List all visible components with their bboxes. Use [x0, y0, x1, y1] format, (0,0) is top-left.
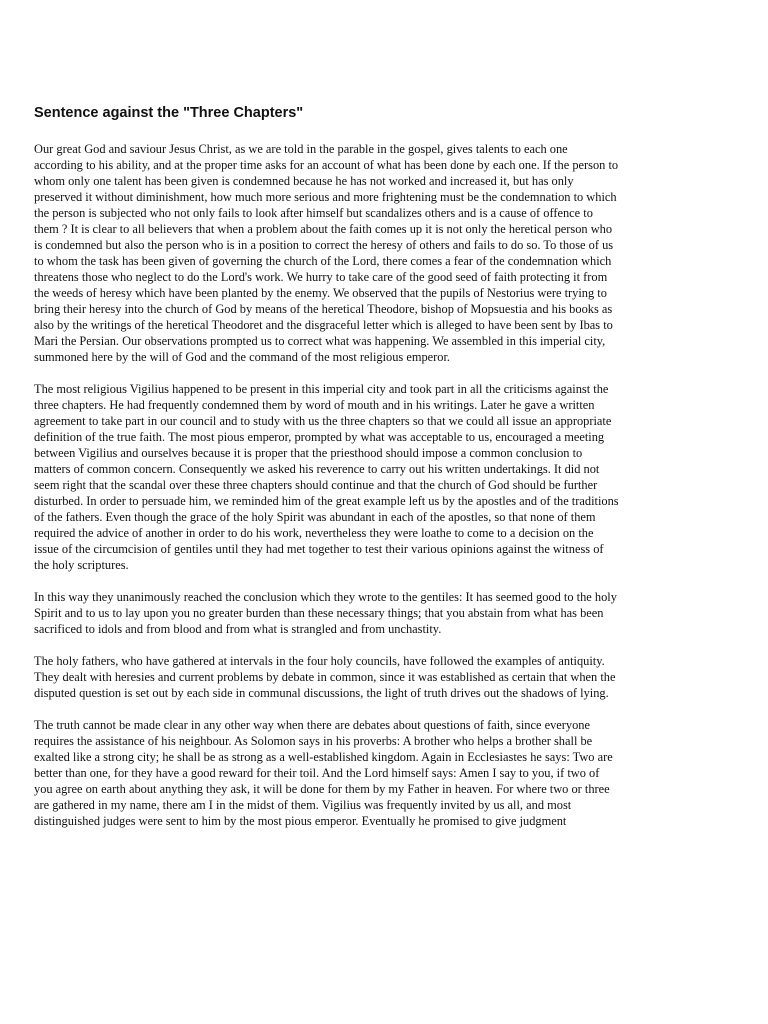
- text-line: Mari the Persian. Our observations prompted us to correct what was happening. We assembled in this imperial city,: [34, 334, 606, 348]
- text-line: exalted like a strong city; he shall be as strong as a well-established kingdom. Again in Ecclesiastes he says: Two are: [34, 750, 613, 764]
- text-line: distinguished judges were sent to him by the most pious emperor. Eventually he promised to give judgment: [34, 814, 567, 828]
- text-line: whom only one talent has been given is condemned because he has not worked and increased it, but has only: [34, 174, 574, 188]
- text-line: to whom the task has been given of governing the church of the Lord, there comes a fear of the condemnation which: [34, 254, 612, 268]
- text-line: bring their heresy into the church of God by means of the heretical Theodore, bishop of Mopsuestia and his books as: [34, 302, 613, 316]
- paragraph: [34, 141, 746, 365]
- text-line: requires the assistance of his neighbour. As Solomon says in his proverbs: A brother who helps a brother shall be: [34, 734, 593, 748]
- paragraph: [34, 717, 746, 829]
- text-line: according to his ability, and at the proper time asks for an account of what has been done by each one. If the person to: [34, 158, 619, 172]
- text-line: Spirit and to us to lay upon you no greater burden than these necessary things; that you abstain from what has been: [34, 606, 604, 620]
- document-title: Sentence against the "Three Chapters": [34, 105, 304, 121]
- paragraph: [34, 653, 746, 701]
- text-line: disputed question is set out by each side in communal discussions, the light of truth drives out the shadows of lying.: [34, 686, 609, 700]
- text-line: three chapters. He had frequently condemned them by word of mouth and in his writings. Later he gave a written: [34, 398, 595, 412]
- document-body: [34, 141, 746, 829]
- text-line: issue of the circumcision of gentiles until they had met together to test their various opinions against the witness of: [34, 542, 604, 556]
- text-line: They dealt with heresies and current problems by debate in common, since it was established as certain that when the: [34, 670, 616, 684]
- text-line: required the advice of another in order to do his work, nevertheless they were loathe to come to a decision on the: [34, 526, 594, 540]
- text-line: agreement to take part in our council and to study with us the three chapters so that we could all issue an appropriate: [34, 414, 612, 428]
- text-line: you agree on earth about anything they ask, it will be done for them by my Father in heaven. For where two or three: [34, 782, 610, 796]
- text-line: threatens those who neglect to do the Lord's work. We hurry to take care of the good seed of faith protecting it from: [34, 270, 608, 284]
- text-line: the holy scriptures.: [34, 558, 129, 572]
- text-line: sacrificed to idols and from blood and from what is strangled and from unchastity.: [34, 622, 442, 636]
- text-line: The most religious Vigilius happened to be present in this imperial city and took part in all the criticisms against the: [34, 382, 609, 396]
- text-line: In this way they unanimously reached the conclusion which they wrote to the gentiles: It has seemed good to the holy: [34, 590, 617, 604]
- document-page: [34, 104, 746, 845]
- text-line: also by the writings of the heretical Theodoret and the disgraceful letter which is alleged to have been sent by Ibas to: [34, 318, 613, 332]
- text-line: them ? It is clear to all believers that when a problem about the faith comes up it is not only the heretical person who: [34, 222, 613, 236]
- text-line: the weeds of heresy which have been planted by the enemy. We observed that the pupils of Nestorius were trying to: [34, 286, 607, 300]
- text-line: The truth cannot be made clear in any other way when there are debates about questions of faith, since everyone: [34, 718, 590, 732]
- text-line: is condemned but also the person who is in a position to correct the heresy of others and fails to do so. To those of us: [34, 238, 614, 252]
- text-line: better than one, for they have a good reward for their toil. And the Lord himself says: Amen I say to you, if two of: [34, 766, 600, 780]
- text-line: are gathered in my name, there am I in the midst of them. Vigilius was frequently invited by us all, and most: [34, 798, 572, 812]
- text-line: summoned here by the will of God and the command of the most religious emperor.: [34, 350, 451, 364]
- text-line: preserved it without diminishment, how much more serious and more frightening must be the condemnation to which: [34, 190, 617, 204]
- text-line: disturbed. In order to persuade him, we reminded him of the great example left us by the apostles and of the traditions: [34, 494, 619, 508]
- text-line: Our great God and saviour Jesus Christ, as we are told in the parable in the gospel, gives talents to each one: [34, 142, 568, 156]
- paragraph: [34, 589, 746, 637]
- text-line: of the fathers. Even though the grace of the holy Spirit was abundant in each of the apostles, so that none of them: [34, 510, 596, 524]
- text-line: the person is subjected who not only fails to look after himself but scandalizes others and is a cause of offence to: [34, 206, 593, 220]
- text-line: between Vigilius and ourselves because it is proper that the priesthood should impose a common conclusion to: [34, 446, 583, 460]
- text-line: definition of the true faith. The most pious emperor, prompted by what was acceptable to us, encouraged a meeting: [34, 430, 605, 444]
- text-line: matters of common concern. Consequently we asked his reverence to carry out his written undertakings. It did not: [34, 462, 600, 476]
- text-line: seem right that the scandal over these three chapters should continue and that the church of God should be further: [34, 478, 598, 492]
- paragraph: [34, 381, 746, 573]
- text-line: The holy fathers, who have gathered at intervals in the four holy councils, have followed the examples of antiquity.: [34, 654, 605, 668]
